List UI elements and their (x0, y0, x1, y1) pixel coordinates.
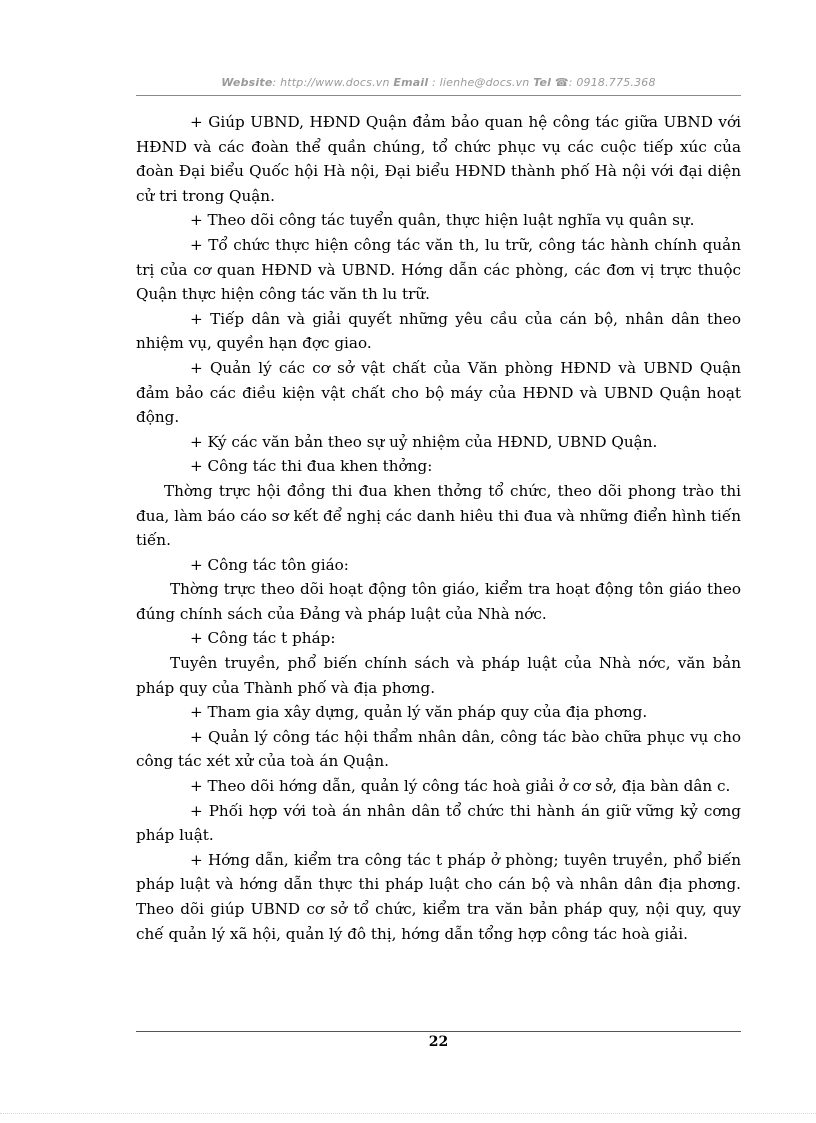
paragraph: + Giúp UBND, HĐND Quận đảm bảo quan hệ công tác giữa UBND với HĐND và các đoàn thể quần chúng, tổ chức phục vụ các cuộc tiếp xúc của đoàn Đại biểu Quốc hội Hà nội, Đại biểu HĐND thành phố Hà nội với đại diện cử tri trong Quận. (136, 113, 741, 205)
paragraph: + Quản lý công tác hội thẩm nhân dân, công tác bào chữa phục vụ cho công tác xét xử của toà án Quận. (136, 727, 741, 771)
paragraph: + Tiếp dân và giải quyết những yêu cầu của cán bộ, nhân dân theo nhiệm vụ, quyền hạn đợc giao. (136, 309, 741, 353)
page-number: 22 (428, 1034, 449, 1050)
paragraph: + Công tác tôn giáo: (190, 555, 349, 574)
website-label: Website (221, 76, 273, 89)
tel-value: : 0918.775.368 (568, 76, 656, 89)
bottom-dotted-border (0, 1113, 816, 1114)
body-text (136, 110, 741, 946)
tel-label: Tel (533, 76, 552, 89)
page-header (136, 76, 741, 89)
paragraph: + Quản lý các cơ sở vật chất của Văn phòng HĐND và UBND Quận đảm bảo các điều kiện vật chất cho bộ máy của HĐND và UBND Quận hoạt động. (136, 358, 741, 427)
paragraph: + Công tác t pháp: (190, 629, 336, 648)
paragraph: + Tổ chức thực hiện công tác văn th, lu trữ, công tác hành chính quản trị của cơ quan HĐND và UBND. Hớng dẫn các phòng, các đơn vị trực thuộc Quận thực hiện công tác văn th lu trữ. (136, 235, 741, 304)
paragraph: + Theo dõi công tác tuyển quân, thực hiện luật nghĩa vụ quân sự. (190, 211, 695, 230)
paragraph: Tuyên truyền, phổ biến chính sách và pháp luật của Nhà nớc, văn bản pháp quy của Thành phố và địa phơng. (136, 654, 741, 697)
paragraph: Thờng trực theo dõi hoạt động tôn giáo, kiểm tra hoạt động tôn giáo theo đúng chính sách của Đảng và pháp luật của Nhà nớc. (136, 580, 741, 623)
website-value: : http://www.docs.vn (272, 76, 390, 89)
paragraph: + Theo dõi hớng dẫn, quản lý công tác hoà giải ở cơ sở, địa bàn dân c. (190, 777, 731, 796)
paragraph: + Phối hợp với toà án nhân dân tổ chức thi hành án giữ vững kỷ cơng pháp luật. (136, 801, 741, 845)
email-value: : lienhe@docs.vn (432, 76, 530, 89)
paragraph: + Ký các văn bản theo sự uỷ nhiệm của HĐND, UBND Quận. (190, 432, 658, 451)
footer-divider (136, 1031, 741, 1032)
phone-icon: ☎ (554, 76, 569, 89)
paragraph: + Tham gia xây dựng, quản lý văn pháp quy của địa phơng. (190, 703, 648, 722)
paragraph: + Hớng dẫn, kiểm tra công tác t pháp ở phòng; tuyên truyền, phổ biến pháp luật và hớng dẫn thực thi pháp luật cho cán bộ và nhân dân địa phơng. Theo dõi giúp UBND cơ sở tổ chức, kiểm tra văn bản pháp quy, nội quy, quy chế quản lý xã hội, quản lý đô thị, hớng dẫn tổng hợp công tác hoà giải. (136, 850, 741, 943)
paragraph: + Công tác thi đua khen thởng: (190, 457, 433, 476)
paragraph: Thờng trực hội đồng thi đua khen thởng tổ chức, theo dõi phong trào thi đua, làm báo cáo sơ kết để nghị các danh hiêu thi đua và những điển hình tiến tiến. (136, 481, 741, 550)
header-divider (136, 95, 741, 96)
email-label: Email (393, 76, 429, 89)
